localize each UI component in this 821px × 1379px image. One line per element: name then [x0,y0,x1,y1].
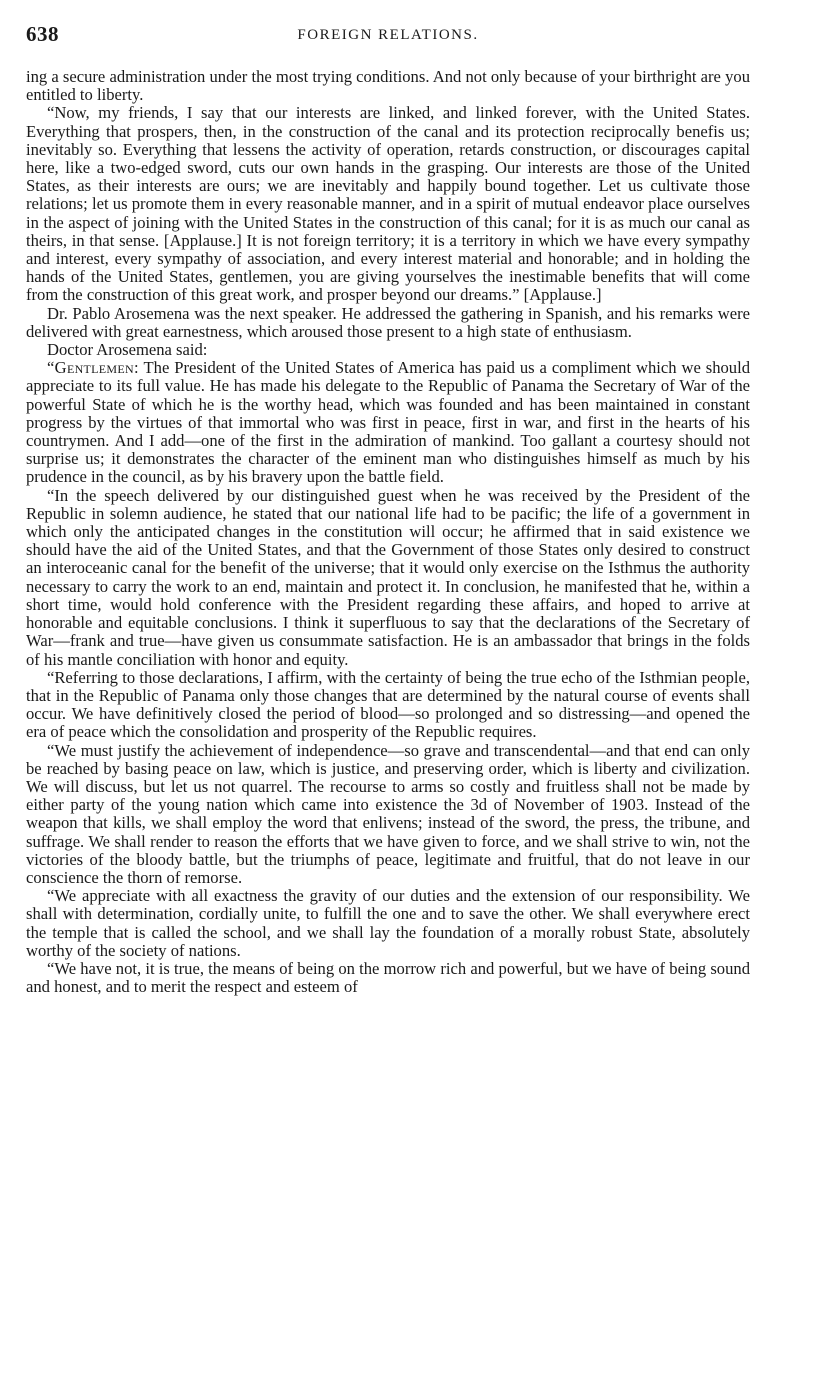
paragraph-text: “Referring to those declarations, I affirm, with the certainty of being the true echo of the Isthmian people, that in the Republic of Panama only those changes that are determined by the natural course of events shall occur. We have definitively closed the period of blood—so prolonged and so distressing—and opened the era of peace which the consolidation and prosperity of the Republic requires. [26,667,750,742]
paragraph-text: The President of the United States of America has paid us a compliment which we should appreciate to its full value. He has made his delegate to the Republic of Panama the Secretary of War of the powerful State of which he is the worthy head, which was founded and has been maintained in constant progress by the virtues of that immortal who was first in peace, first in war, and first in the hearts of his countrymen. And I add—one of the first in the admiration of mankind. Too gallant a courtesy should not surprise us; it demonstrates the character of the eminent man who distinguishes himself as much by his prudence in the council, as by his bravery upon the battle field. [26,358,750,487]
paragraph [26,104,750,304]
paragraph [26,960,750,996]
paragraph [26,68,750,104]
paragraph-text: Doctor Arosemena said: [47,340,208,360]
paragraph [26,742,750,888]
paragraph-text: “Now, my friends, I say that our interests are linked, and linked forever, with the United States. Everything that prospers, then, in the construction of the canal and its protection reciprocally benefis us; inevitably so. Everything that lessens the activity of operation, retards construction, or discourages capital here, like a two-edged sword, cuts our own hands in the grasping. Our interests are those of the United States, as their interests are ours; we are inevitably and happily bound together. Let us cultivate those relations; let us promote them in every reasonable manner, and in a spirit of mutual endeavor place ourselves in the aspect of joining with the United States in the construction of this canal; for it is as much our canal as theirs, in that sense. [Applause.] It is not foreign territory; it is a territory in which we have every sympathy and interest, every sympathy of association, and every interest material and honorable; and in holding the hands of the United States, gentlemen, you are giving yourselves the inestimable benefits that will come from the construction of this great work, and prosper beyond our dreams.” [Applause.] [26,103,750,305]
paragraph [26,341,750,359]
paragraph-text: “We have not, it is true, the means of being on the morrow rich and powerful, but we have of being sound and honest, and to merit the respect and esteem of [26,958,750,997]
paragraph [26,359,750,486]
document-page [26,22,750,996]
paragraph [26,887,750,960]
page-number: 638 [26,22,59,46]
paragraph [26,305,750,341]
salutation: “Gentlemen: [47,358,139,378]
paragraph [26,669,750,742]
paragraph-text: Dr. Pablo Arosemena was the next speaker. He addressed the gathering in Spanish, and his remarks were delivered with great earnestness, which aroused those present to a high state of enthusiasm. [26,303,750,341]
paragraph-text: “In the speech delivered by our distinguished guest when he was received by the President of the Republic in solemn audience, he stated that our national life had to be pacific; the life of a government in which only the anticipated changes in the constitution will occur; he affirmed that in said existence we should have the aid of the United States, and that the Government of those States only desired to construct an interoceanic canal for the benefit of the universe; that it would only exercise on the Isthmus the authority necessary to carry the work to an end, maintain and protect it. In conclusion, he manifested that he, within a short time, would hold conference with the President regarding these affairs, and hoped to arrive at honorable and equitable conclusions. I think it superfluous to say that the declarations of the Secretary of War—frank and true—have given us consummate satisfaction. He is an ambassador that brings in the folds of his mantle conciliation with honor and equity. [26,485,750,669]
paragraph-text: “We must justify the achievement of independence—so grave and transcendental—and that end can only be reached by basing peace on law, which is justice, and preserving order, which is liberty and civilization. We will discuss, but let us not quarrel. The recourse to arms so costly and fruitless shall not be made by either party of the young nation which came into existence the 3d of November of 1903. Instead of the weapon that kills, we shall employ the word that enlivens; instead of the sword, the press, the tribune, and suffrage. We shall render to reason the efforts that we have given to force, and we shall strive to win, not the victories of the bloody battle, but the triumphs of peace, legitimate and fruitful, that do not leave in our conscience the thorn of remorse. [26,740,750,887]
paragraph [26,487,750,669]
paragraph-text: “We appreciate with all exactness the gravity of our duties and the extension of our responsibility. We shall with determination, cordially unite, to fulfill the one and to save the other. We shall everywhere erect the temple that is called the school, and we shall lay the foundation of a morally robust State, absolutely worthy of the society of nations. [26,886,750,960]
running-head: FOREIGN RELATIONS. [297,27,479,43]
paragraph-text: ing a secure administration under the most trying conditions. And not only because of your birthright are you entitled to liberty. [26,67,750,105]
page-header [26,22,750,52]
body-text [26,68,750,996]
